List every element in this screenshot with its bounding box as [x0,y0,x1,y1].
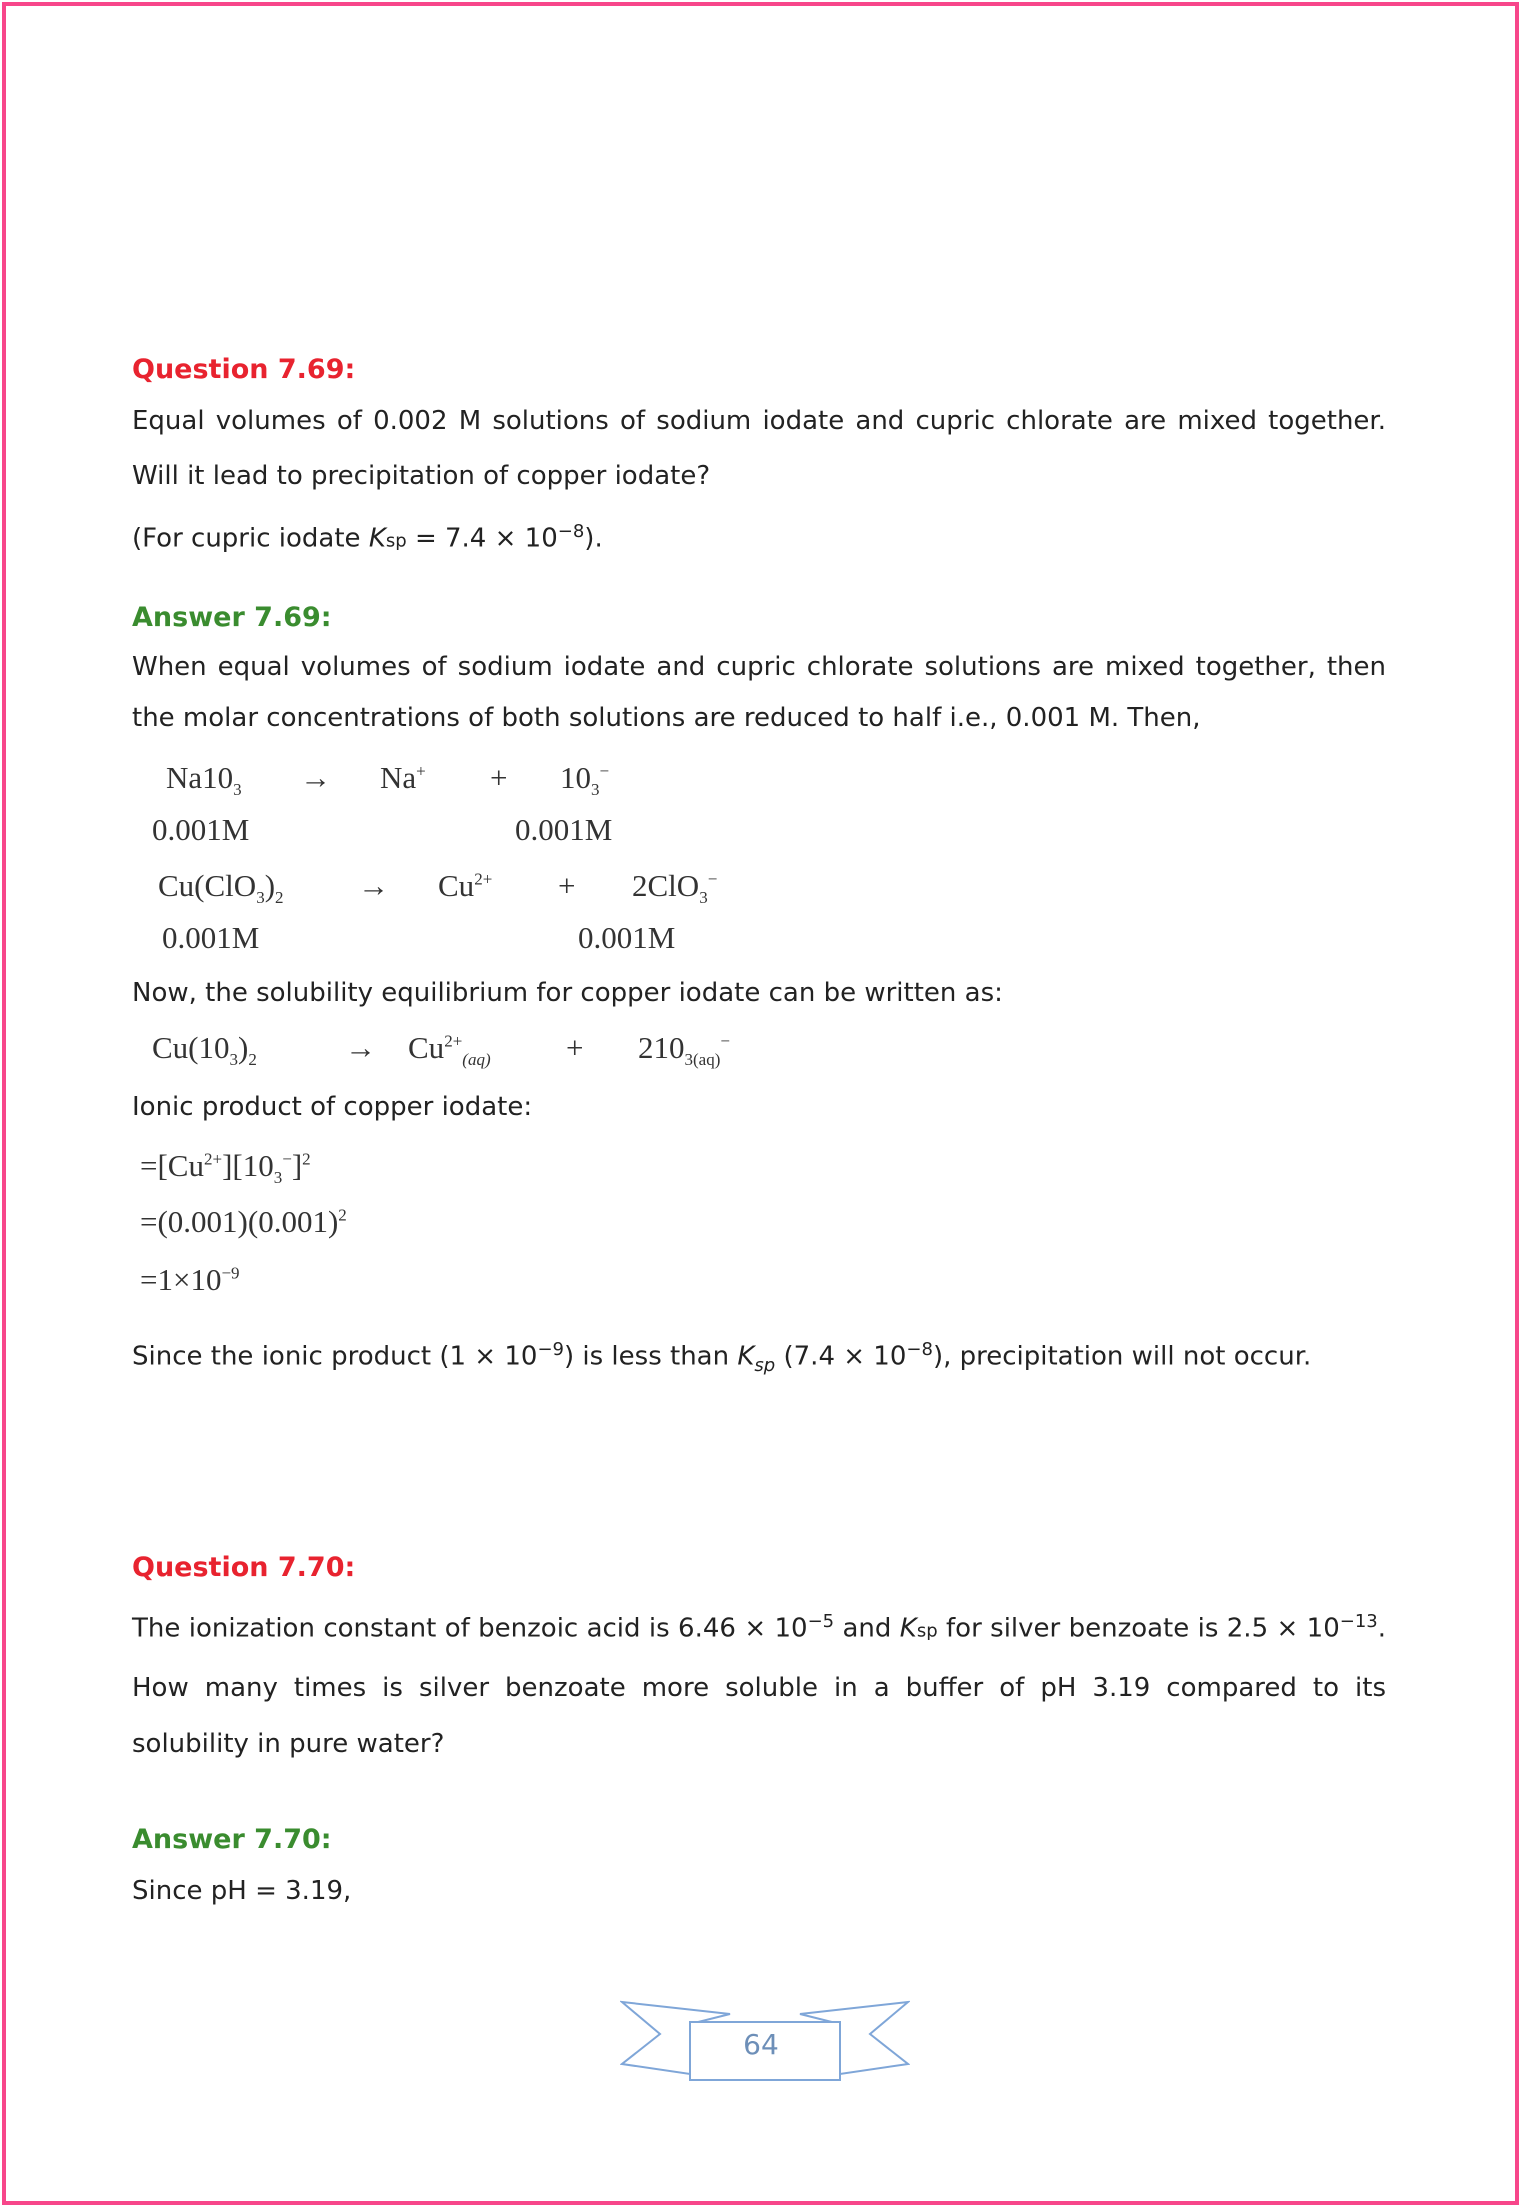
ionic-product-label: Ionic product of copper iodate: [132,1092,533,1122]
answer-conclusion: Since the ionic product $(1 \times 10^{-9})$ is less than $K_{sp}$ $(7.4 \times 10^{-8})$, precipitation will not occur. [132,1339,1312,1376]
question-heading: Question 7.70: [132,1552,356,1583]
question-text: The ionization constant of benzoic acid is $6.46 \times 10^{-5}$ and Ksp for silver benzoate is $2.5 \times 10^{-13}$. How many times is silver benzoate more soluble in a buffer of pH 3.19 compared to its solubility in pure water? [132,1611,1386,1759]
equilibrium-intro: Now, the solubility equilibrium for copper iodate can be written as: [132,978,1003,1008]
page-number: 64 [743,2028,779,2061]
answer-heading: Answer 7.70: [132,1824,332,1855]
answer-text: Since pH = 3.19, [132,1876,352,1906]
question-ksp-note: (For cupric iodate Ksp = $7.4 \times 10^{-8}$). [132,521,603,554]
answer-intro: When equal volumes of sodium iodate and cupric chlorate solutions are mixed together, then the molar concentrations of both solutions are reduced to half i.e., 0.001 M. Then, [132,652,1386,733]
question-text: Equal volumes of 0.002 M solutions of sodium iodate and cupric chlorate are mixed together. Will it lead to precipitation of copper iodate? [132,406,1386,491]
answer-heading: Answer 7.69: [132,602,332,633]
question-heading: Question 7.69: [132,354,356,385]
